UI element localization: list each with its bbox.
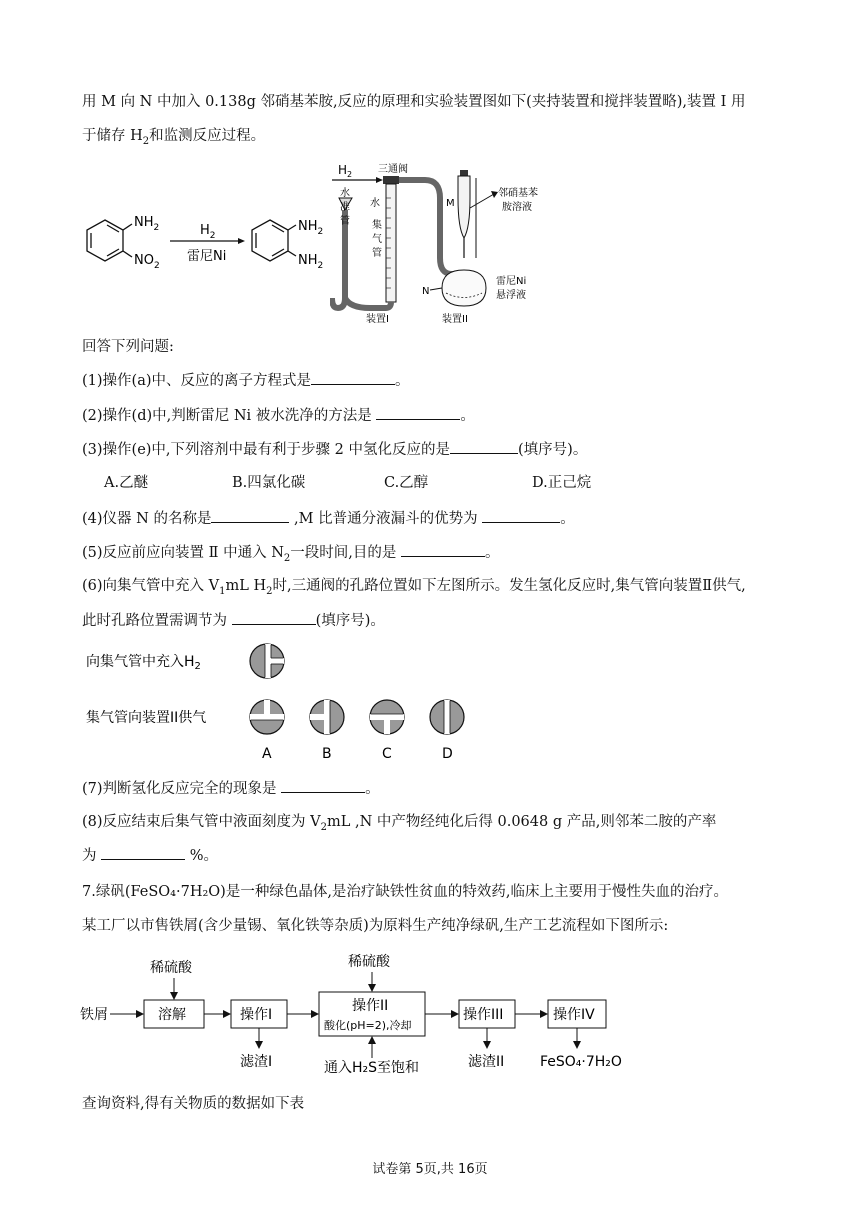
three-neck-flask (442, 270, 486, 306)
suspension-label-1: 雷尼Ni (496, 276, 527, 287)
question-8-line-2: 为 %。 (82, 845, 218, 866)
leveling-tube-label-1: 水 (340, 188, 350, 199)
flow-acid-1: 稀硫酸 (150, 960, 192, 976)
rubber-tube-right (399, 180, 462, 274)
suspension-label-2: 悬浮液 (496, 290, 526, 301)
table-intro: 查询资料,得有关物质的数据如下表 (82, 1096, 305, 1112)
answer-blank-2[interactable] (376, 405, 460, 420)
valve-option-b (310, 700, 344, 734)
reactant-nh2: $NH_2$ (134, 215, 160, 233)
gas-tube-label-2: 气 (372, 234, 382, 245)
device2-label: 装置II (442, 314, 468, 325)
valve-label-fill: 向集气管中充入$H_2$ (86, 654, 201, 672)
answer-blank-1[interactable] (311, 370, 395, 385)
answer-blank-3[interactable] (450, 439, 518, 454)
m-label: M (446, 198, 455, 209)
intro-line-1: 用 M 向 N 中加入 0.138g 邻硝基苯胺,反应的原理和实验装置图如下(夹持装置和搅拌装置略),装置 I 用 (82, 94, 746, 110)
q3-option-a: A.乙醚 (104, 475, 149, 491)
leveling-tube-label-3: 管 (340, 216, 350, 227)
reagent-raney-ni: 雷尼Ni (187, 249, 227, 264)
valve-letter-d: D (442, 746, 453, 762)
question-7: (7)判断氢化反应完全的现象是 。 (82, 778, 380, 799)
valve-letter-c: C (382, 746, 392, 762)
n-pointer (430, 288, 442, 290)
reactant-no2: $NO_2$ (134, 253, 160, 271)
question-6-line-1: (6)向集气管中充入 $V_1mL$ $H_2$时,三通阀的孔路位置如下左图所示。发生氢化反应时,集气管向装置Ⅱ供气, (82, 578, 746, 597)
answer-blank-7[interactable] (281, 778, 365, 793)
valve-letter-b: B (322, 746, 332, 762)
question-8-line-1: (8)反应结束后集气管中液面刻度为 $V_2mL$ ,N 中产物经纯化后得 0.0648 g 产品,则邻苯二胺的产率 (82, 814, 717, 833)
flow-h2s: 通入H₂S至饱和 (324, 1060, 420, 1076)
question-1: (1)操作(a)中、反应的离子方程式是 。 (82, 370, 410, 391)
answer-intro: 回答下列问题: (82, 339, 174, 355)
funnel-stopper (460, 170, 468, 176)
flow-residue2: 滤渣II (468, 1054, 505, 1070)
h2-inlet-arrowhead (376, 177, 383, 183)
solution-label-1: 邻硝基苯 (498, 188, 538, 199)
page-footer: 试卷第 5页,共 16页 (372, 1162, 488, 1177)
intro-line-2: 于储存 $H_2$和监测反应过程。 (82, 128, 266, 147)
flow-op1: 操作I (240, 1007, 273, 1023)
valve-diagrams (82, 636, 482, 766)
question-3: (3)操作(e)中,下列溶剂中最有利于步骤 2 中氢化反应的是 (填序号)。 (82, 439, 587, 460)
valve-state-fill (250, 644, 284, 678)
question-6-line-2: 此时孔路位置需调节为 (填序号)。 (82, 610, 385, 631)
device1-label: 装置I (366, 314, 389, 325)
flow-op2: 操作II (352, 998, 389, 1014)
product-nh2-bottom: $NH_2$ (298, 253, 324, 271)
valve-label-supply: 集气管向装置II供气 (86, 710, 207, 726)
question-5: (5)反应前应向装置 Ⅱ 中通入 $N_2$一段时间,目的是 。 (82, 542, 500, 563)
reaction-arrowhead (238, 238, 245, 244)
answer-blank-6[interactable] (232, 610, 316, 625)
gas-tube-label-3: 管 (372, 248, 382, 259)
valve-option-a (250, 700, 284, 734)
solution-label-2: 胺溶液 (502, 202, 532, 213)
answer-blank-4a[interactable] (211, 508, 289, 523)
flow-residue1: 滤渣I (240, 1054, 273, 1070)
flow-acid-2: 稀硫酸 (348, 954, 390, 970)
solution-pointer-head (491, 191, 498, 198)
solution-pointer (470, 194, 494, 208)
process-flowchart (80, 950, 640, 1080)
question-2: (2)操作(d)中,判断雷尼 Ni 被水洗净的方法是 。 (82, 405, 475, 426)
q3-option-d: D.正己烷 (532, 475, 592, 491)
apparatus-h2-label: $H_2$ (338, 163, 353, 179)
answer-blank-5[interactable] (401, 542, 485, 557)
flow-iron: 铁屑 (80, 1007, 108, 1023)
valve-letter-a: A (262, 746, 272, 762)
three-way-valve (383, 176, 399, 184)
problem-7-line-1: 7.绿矾(FeSO₄·7H₂O)是一种绿色晶体,是治疗缺铁性贫血的特效药,临床上主要用于慢性失血的治疗。 (82, 884, 729, 900)
flow-op2-note: 酸化(pH=2),冷却 (324, 1019, 412, 1032)
leveling-tube-label-2: 准 (340, 202, 350, 213)
benzene-ring-product (252, 220, 296, 261)
answer-blank-8[interactable] (101, 845, 185, 860)
q3-option-b: B.四氯化碳 (232, 475, 306, 491)
apparatus-diagram (330, 158, 570, 326)
pressure-equalizing-funnel (458, 176, 470, 238)
reagent-h2: $H_2$ (200, 223, 216, 241)
water-label: 水 (370, 198, 380, 209)
flow-dissolve: 溶解 (158, 1007, 186, 1023)
valve-option-d (430, 700, 464, 734)
question-4: (4)仪器 N 的名称是 ,M 比普通分液漏斗的优势为 。 (82, 508, 575, 529)
gas-collection-tube (386, 184, 396, 302)
flow-op4: 操作IV (553, 1007, 595, 1023)
product-nh2-top: $NH_2$ (298, 219, 324, 237)
gas-tube-label-1: 集 (372, 220, 382, 231)
flow-product: FeSO₄·7H₂O (540, 1054, 622, 1070)
answer-blank-4b[interactable] (482, 508, 560, 523)
benzene-ring-reactant (87, 220, 132, 261)
flow-op3: 操作III (463, 1007, 504, 1023)
n-label: N (422, 286, 430, 297)
q3-option-c: C.乙醇 (384, 475, 429, 491)
problem-7-line-2: 某工厂以市售铁屑(含少量锡、氧化铁等杂质)为原料生产纯净绿矾,生产工艺流程如下图所示: (82, 918, 669, 934)
valve-label: 三通阀 (378, 164, 408, 175)
reaction-scheme (80, 200, 340, 280)
valve-option-c (370, 700, 404, 734)
